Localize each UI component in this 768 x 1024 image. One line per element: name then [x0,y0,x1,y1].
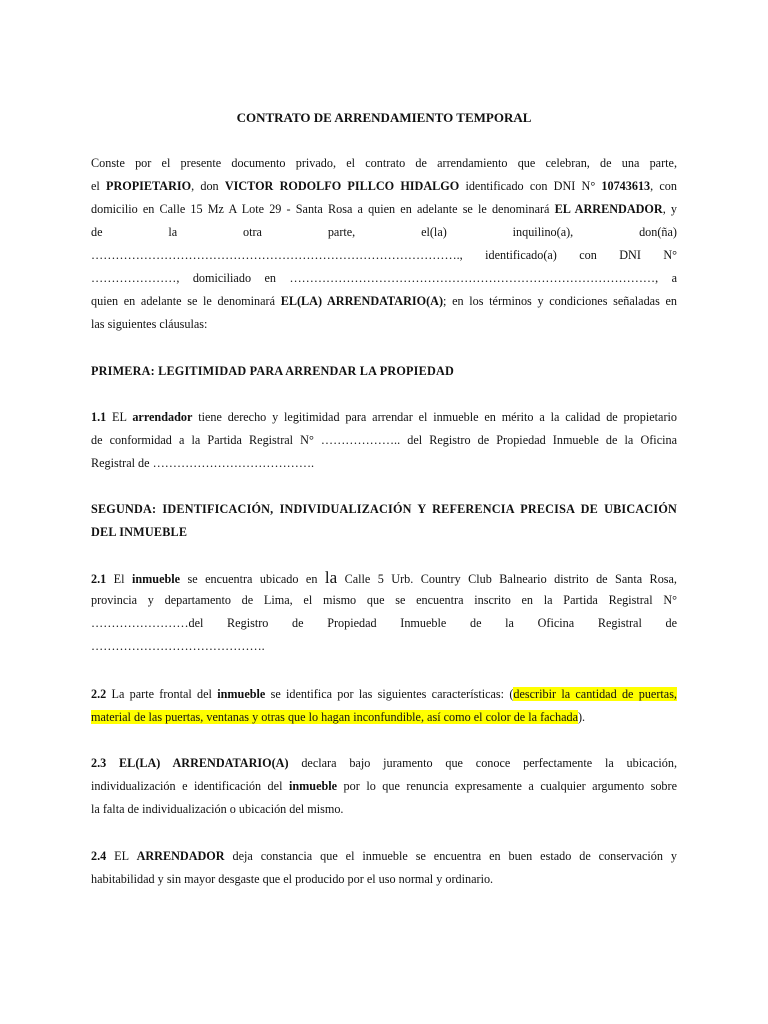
intro-line: Conste por el presente documento privado, el contrato de arrendamiento que celebran, de una parte, [91,156,677,170]
intro-line: domicilio en Calle 15 Mz A Lote 29 - Santa Rosa a quien en adelante se le denominará EL ARRENDADOR, y [91,202,678,216]
intro-line: quien en adelante se le denominará EL(LA) ARRENDATARIO(A); en los términos y condiciones señaladas en [91,294,677,308]
owner-dni: 10743613 [601,179,651,193]
clause-2-1: 2.1 El inmueble se encuentra ubicado en la Calle 5 Urb. Country Club Balneario distrito de Santa Rosa, provincia y departamento de Lima, el mismo que se encuentra inscrito en la Partida Registral N° ……………………del Registro de Propiedad Inmueble de la Oficina Registral de ……………………………………. [91,568,677,653]
highlighted-instruction: material de las puertas, ventanas y otras que lo hagan inconfundible, así como el color de la fachada [91,710,578,724]
clause-number: 2.1 [91,572,107,586]
clause-number: 2.2 [91,687,107,701]
clause-2-2: 2.2 La parte frontal del inmueble se identifica por las siguientes características: (describir la cantidad de puertas, material de las puertas, ventanas y otras que lo hagan inconfundible, así como el color de la fachada). [91,687,677,724]
clause-heading-primera: PRIMERA: LEGITIMIDAD PARA ARRENDAR LA PROPIEDAD [91,364,454,378]
intro-line: las siguientes cláusulas: [91,317,208,331]
document-title: CONTRATO DE ARRENDAMIENTO TEMPORAL [236,110,532,125]
clause-2-4: 2.4 EL ARRENDADOR deja constancia que el inmueble se encuentra en buen estado de conservación y habitabilidad y sin mayor desgaste que el producido por el uso normal y ordinario. [91,849,678,886]
intro-blank-line: …………………, domiciliado en ………………………………………………………………………………, a [91,271,677,285]
arrendatario-label: EL(LA) ARRENDATARIO(A) [280,294,444,308]
arrendador-label: EL ARRENDADOR [554,202,663,216]
clause-number: 2.4 [91,849,107,863]
intro-line: de la otra parte, el(la) inquilino(a), don(ña) [91,225,677,239]
clause-number: 1.1 [91,410,107,424]
propietario-label: PROPIETARIO [106,179,192,193]
clause-2-3: 2.3 EL(LA) ARRENDATARIO(A) declara bajo juramento que conoce perfectamente la ubicación, individualización e identificación del inmueble por lo que renuncia expresamente a cualquier argumento sobre la falta de individualización o ubicación del mismo. [91,756,677,816]
intro-line: el PROPIETARIO, don VICTOR RODOLFO PILLCO HIDALGO identificado con DNI N° 10743613, con [91,179,677,193]
arrendatario-label: 2.3 EL(LA) ARRENDATARIO(A) [91,756,289,770]
highlighted-instruction: describir la cantidad de puertas, [513,687,677,701]
owner-name: VICTOR RODOLFO PILLCO HIDALGO [224,179,460,193]
intro-paragraph [91,152,677,336]
intro-blank-line: ………………………………………………………………………………., identificado(a) con DNI N° [91,248,677,262]
clause-1-1: 1.1 EL arrendador tiene derecho y legitimidad para arrendar el inmueble en mérito a la calidad de propietario de conformidad a la Partida Registral N° ……………….. del Registro de Propiedad Inmueble de la Oficina Registral de …………………………………. [91,410,678,470]
clause-heading-segunda: SEGUNDA: IDENTIFICACIÓN, INDIVIDUALIZACIÓN Y REFERENCIA PRECISA DE UBICACIÓN DEL INMUEBLE [91,502,677,539]
